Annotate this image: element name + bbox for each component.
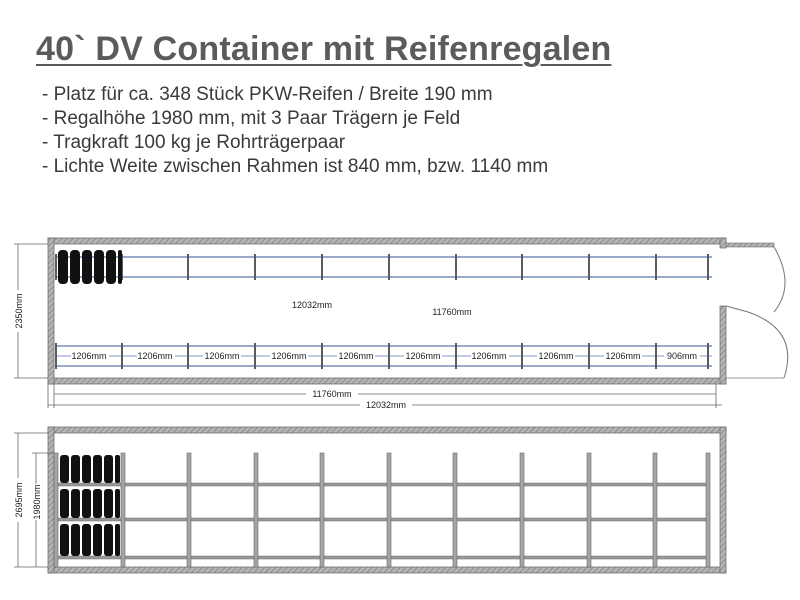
container-door xyxy=(726,243,788,378)
shelf-uprights xyxy=(54,453,710,567)
tires-side-view xyxy=(60,455,120,556)
spec-item-load: - Tragkraft 100 kg je Rohrträgerpaar xyxy=(42,132,346,153)
side-wall-top xyxy=(48,427,726,433)
spec-item-clearance: - Lichte Weite zwischen Rahmen ist 840 mm, bzw. 1140 mm xyxy=(42,156,549,177)
field-label-1: 1206mm xyxy=(71,351,107,361)
side-wall-right xyxy=(720,427,726,573)
top-wall-upper xyxy=(48,238,726,244)
height-outer-label: 2695mm xyxy=(14,482,24,518)
field-label-10: 906mm xyxy=(666,351,698,361)
shelf-beams xyxy=(56,483,708,559)
field-label-7: 1206mm xyxy=(471,351,507,361)
top-view xyxy=(14,238,788,410)
top-wall-left xyxy=(48,238,54,384)
field-label-5: 1206mm xyxy=(338,351,374,361)
field-label-6: 1206mm xyxy=(405,351,441,361)
height-shelf-label: 1980mm xyxy=(32,484,42,520)
top-wall-lower xyxy=(48,378,726,384)
tires-top-view xyxy=(58,250,122,284)
length-label-inner: 11760mm xyxy=(312,389,352,399)
page-title: 40` DV Container mit Reifenregalen xyxy=(36,30,612,68)
length-label-outer: 12032mm xyxy=(365,400,407,410)
field-label-3: 1206mm xyxy=(204,351,240,361)
field-label-8: 1206mm xyxy=(538,351,574,361)
rack-row-lower xyxy=(56,343,712,369)
field-label-4: 1206mm xyxy=(271,351,307,361)
side-view xyxy=(14,427,726,573)
spec-item-capacity: - Platz für ca. 348 Stück PKW-Reifen / Breite 190 mm xyxy=(42,84,493,105)
width-label: 2350mm xyxy=(14,293,24,329)
side-wall-left xyxy=(48,427,54,573)
field-label-2: 1206mm xyxy=(137,351,173,361)
spec-item-shelf-height: - Regalhöhe 1980 mm, mit 3 Paar Trägern je Feld xyxy=(42,108,461,129)
field-label-9: 1206mm xyxy=(605,351,641,361)
inner-length-label-center: 12032mm xyxy=(291,300,333,310)
side-wall-bottom xyxy=(48,567,726,573)
rack-row-upper xyxy=(56,250,712,284)
inner-length-label-right: 11760mm xyxy=(432,307,472,317)
